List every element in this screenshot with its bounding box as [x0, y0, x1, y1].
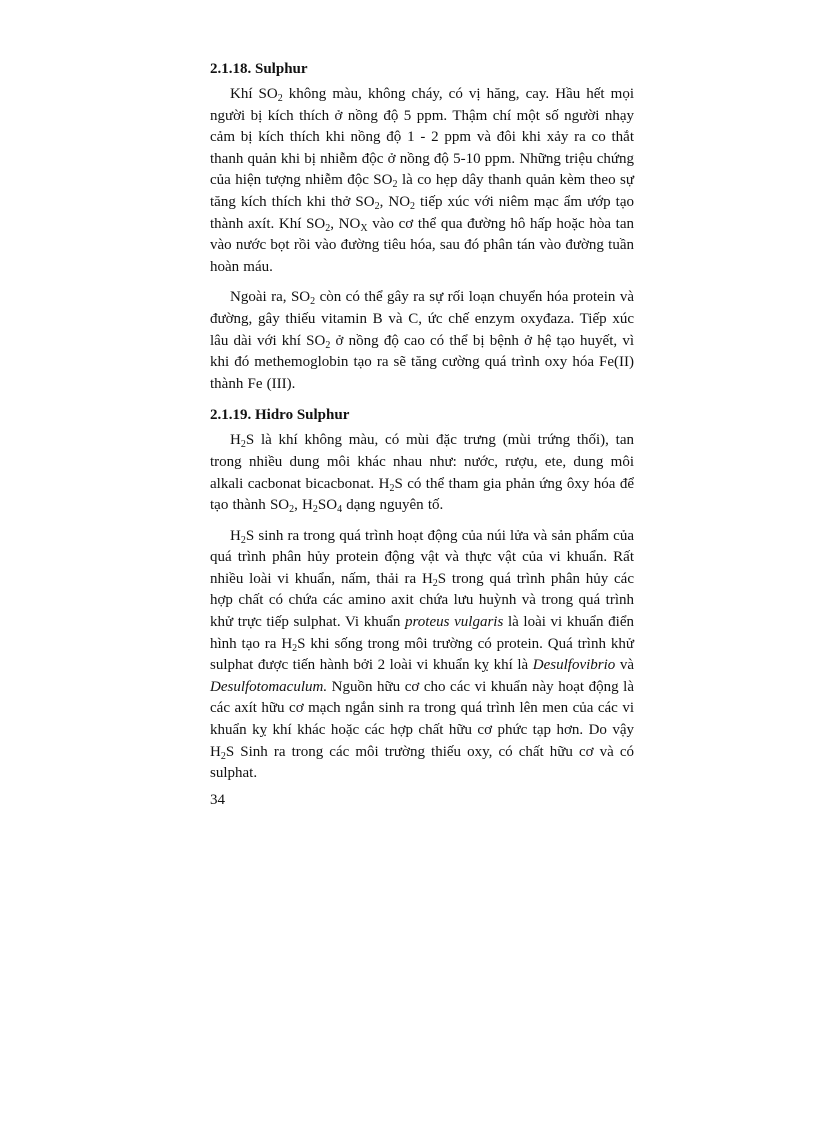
paragraph-sulphur-2: Ngoài ra, $SO_2$ còn có thể gây ra sự rối loạn chuyển hóa protein và đường, gây thiếu vitamin B và C, ức chế enzym oxyđaza. Tiếp xúc lâu dài với khí $SO_2$ ở nồng độ cao có thể bị bệnh ở hệ tạo huyết, vì khi đó methemoglobin tạo ra sẽ tăng cường quá trình oxy hóa Fe(II) thành Fe (III).	[210, 289, 634, 392]
section-heading-sulphur: 2.1.18. Sulphur	[210, 61, 308, 77]
section-heading-hidro-sulphur: 2.1.19. Hidro Sulphur	[210, 407, 350, 424]
document-page	[210, 58, 634, 811]
paragraph-sulphur-1: Khí $SO_2$ không màu, không cháy, có vị hăng, cay. Hầu hết mọi người bị kích thích ở nồng độ 5 ppm. Thậm chí một số người nhạy cảm bị kích thích khi nồng độ 1 - 2 ppm và đôi khi xảy ra co thắt thanh quản khi bị nhiễm độc ở nồng độ 5-10 ppm. Những triệu chứng của hiện tượng nhiễm độc $SO_2$ là co hẹp dây thanh quản kèm theo sự tăng kích thích khi thở $SO_2$, $NO_2$ tiếp xúc với niêm mạc ẩm ướp tạo thành axít. Khí $SO_2$, $NO_X$ vào cơ thể qua đường hô hấp hoặc hòa tan vào nước bọt rồi vào đường tiêu hóa, sau đó phân tán vào đường tuần hoàn máu.	[210, 86, 634, 275]
page-number: 34	[210, 791, 225, 808]
paragraph-hidro-sulphur-2: $H_2S$ sinh ra trong quá trình hoạt động của núi lửa và sản phẩm của quá trình phân hủy protein động vật và thực vật của vi khuẩn. Rất nhiều loài vi khuẩn, nấm, thải ra $H_2S$ trong quá trình phân hủy các hợp chất có chứa các amino axit chứa lưu huỳnh và trong quá trình khử trực tiếp sulphat. Vi khuẩn proteus vulgaris là loài vi khuẩn điển hình tạo ra $H_2S$ khi sống trong môi trường có protein. Quá trình khử sulphat được tiến hành bởi 2 loài vi khuẩn kỵ khí là Desulfovibrio và Desulfotomaculum. Nguồn hữu cơ cho các vi khuẩn này hoạt động là các axít hữu cơ mạch ngắn sinh ra trong quá trình lên men của các vi khuẩn kỵ khí khác hoặc các hợp chất hữu cơ phức tạp hơn. Do vậy $H_2S$ Sinh ra trong các môi trường thiếu oxy, có chất hữu cơ và có sulphat.	[210, 527, 635, 782]
paragraph-hidro-sulphur-1: $H_2S$ là khí không màu, có mùi đặc trưng (mùi trứng thối), tan trong nhiều dung môi khác nhau như: nước, rượu, ete, dung môi alkali cacbonat bicacbonat. $H_2S$ có thể tham gia phản ứng ôxy hóa để tạo thành $SO_2$, $H_2SO_4$ dạng nguyên tố.	[210, 432, 634, 516]
